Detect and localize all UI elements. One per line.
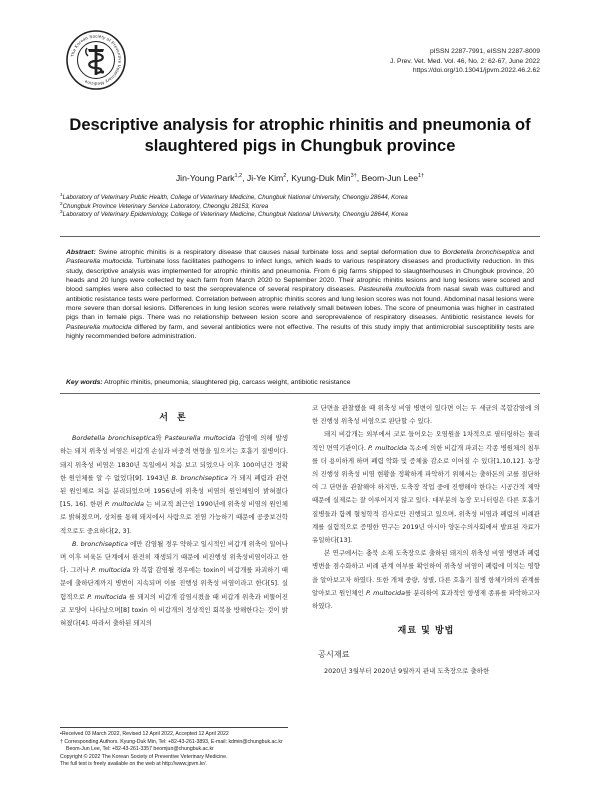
- body-paragraph: 돼지 비갑개는 외부에서 코로 들어오는 오염원을 1차적으로 필터링하는 물리적인 면역기관이다. P. multocida 독소에 의한 비갑개 파괴는 각종 병원체의 침투를 더 용이하게 하며 폐렴 악화 및 증체율 감소로 이어질 수 있다[1,10,12]. 농장의 진행성 위축성 비염 현황을 정확하게 파악하기 위해서는 출하돈의 코를 절단하여 그 단면을 관찰해야 하지만, 도축장 작업 중에 진행해야 한다는 시공간적 제약 때문에 실제로는 잘 이루어지지 않고 있다. 대부분의 농장 모니터링은 다른 호흡기 질병들과 함께 혈청학적 검사로만 진행되고 있으며, 위축성 비염과 폐렴의 비례관계를 실험적으로 증명한 연구는 2019년 아시아 양돈수의사회에서 발표된 자료가 유일하다[13].: [312, 430, 540, 545]
- body-column-left: [60, 402, 288, 630]
- issn: pISSN 2287-7991, eISSN 2287-8009: [429, 48, 540, 55]
- body-paragraph: 2020년 3월부터 2020년 9월까지 관내 도축장으로 출하한: [324, 666, 490, 675]
- keywords-label: Key words:: [66, 379, 103, 386]
- footnote-received: •Received 03 March 2022, Revised 12 April 2022, Accepted 12 April 2022: [60, 731, 229, 737]
- abstract: Abstract: Swine atrophic rhinitis is a respiratory disease that causes nasal turbinate loss and septal deformation due to Bordetella bronchiseptica and Pasteurella multocida. Turbinate loss facilitates pathogens to infect lungs, which leads to various respiratory diseases and productivity reduction. In this study, descriptive analysis was implemented for atrophic rhinitis and pneumonia. From 6 pig farms shipped to slaughterhouses in Chungbuk province, 20 heads and 20 lungs were collected by each farm from March 2020 to September 2020. Their atrophic rhinitis lesions and lung lesions were scored and blood samples were also collected to test the seroprevalence of several respiratory diseases. Pasteurella multocida from nasal swab was cultured and antibiotic resistance tests were performed. Correlation between atrophic rhinitis scores and lung lesion scores was not found. Abdominal nasal lesions were more severe than dorsal lesions. Differences in lung lesion scores were relatively small between lobes. The score of pneumonia was higher in castrated pigs than in female pigs. There was no relationship between lesion score and seroprevalence of respiratory diseases. Antibiotic resistance levels for Pasteurella multocida differed by farm, and several antibiotics were not effective. The results of this study imply that antimicrobial susceptibility tests are highly recommended before administration.: [66, 249, 535, 341]
- section-heading-introduction: 서 론: [159, 413, 189, 423]
- divider: [60, 393, 540, 394]
- paper-title: Descriptive analysis for atrophic rhinitis and pneumonia of slaughtered pigs in Chungbuk province: [69, 116, 531, 155]
- society-logo: [66, 30, 126, 90]
- footnote-fulltext: The full text is freely available on the web at http://www.jpvm.kr/.: [60, 761, 208, 768]
- species-name: Pasteurella multocida: [358, 286, 425, 294]
- body-paragraph: Bordetella bronchiseptica와 Pasteurella multocida 감염에 의해 발생하는 돼지 위축성 비염은 비갑개 손실과 비중격 변형을 일으키는 호흡기 질병이다. 돼지 위축성 비염은 1830년 독일에서 처음 보고 되었으나 이후 100여년간 정확한 원인체를 알 수 없었다[9]. 1943년 B. bronchiseptica 가 돼지 폐렴과 관련된 원인체로 처음 분리되었으며 1956년에 위축성 비염의 원인체임이 밝혀졌다[15, 16]. 한편 P. multocida 는 비교적 최근인 1990년에 위축성 비염의 원인체로 밝혀졌으며, 상처를 통해 돼지에서 사람으로 전염 가능하기 때문에 공중보건학적으로도 중요하다[2, 3].: [60, 434, 289, 535]
- author-list: Jin-Young Park$^{1,2}$, Ji-Ye Kim$^2$, Kyung-Duk Min$^{3\dagger}$, Beom-Jun Lee$^{1\dagger}$: [175, 173, 425, 183]
- journal-meta: [310, 47, 540, 76]
- footnotes: [60, 731, 296, 769]
- journal-citation: J. Prev. Vet. Med. Vol. 46, No. 2: 62-67, June 2022: [389, 57, 540, 65]
- body-paragraph: 본 연구에서는 충북 소재 도축장으로 출하된 돼지의 위축성 비염 병변과 폐렴 병변을 점수화하고 비례 관계 여부를 확인하여 위축성 비염이 폐렴에 미치는 영향을 알아보고자 하였다. 또한 개체 중량, 성별, 다른 호흡기 질병 항체가와의 관계를 알아보고 원인체인 P. multocida를 분리하여 효과적인 항생제 종류를 파악하고자 하였다.: [312, 549, 540, 611]
- author-name: Ji-Ye Kim: [246, 173, 284, 183]
- abstract-label: Abstract:: [66, 249, 96, 256]
- author-affiliation-mark: 3†: [350, 173, 357, 180]
- affiliation: $^2$Chungbuk Province Veterinary Service Laboratory, Cheongju 28153, Korea: [60, 200, 269, 210]
- species-name: Pasteurella multocida: [66, 258, 132, 266]
- species-name: Bordetella bronchiseptica: [442, 249, 520, 256]
- author-name: Kyung-Duk Min: [291, 173, 351, 183]
- footnote-copyright: Copyright © 2022 The Korean Society of Preventive Veterinary Medicine.: [60, 753, 228, 760]
- footnote-divider: [60, 727, 288, 728]
- author-name: Beom-Jun Lee: [361, 173, 419, 183]
- footnote-corresponding: † Corresponding Authors. Kyung-Duk Min, Tel: +82-43-261-3893, E-mail: kdmin@chungbuk.ac.kr: [60, 738, 283, 745]
- author-affiliation-mark: 1,2: [234, 173, 243, 180]
- section-heading-methods: 재료 및 방법: [397, 626, 455, 637]
- svg-text:The Korean Society of Preventi: The Korean Society of Preventive Veterinary Medicine: [69, 33, 123, 87]
- body-column-right: [312, 402, 540, 678]
- body-paragraph: B. bronchiseptica 에만 감염될 경우 약하고 일시적인 비갑개 위축이 일어나며 이후 비육돈 단계에서 완전히 재생되기 때문에 비진행성 위축성비염이라고 한다. 그러나 P. multocida 와 복합 감염될 경우에는 toxin이 비갑개를 파괴하기 때문에 출하단계까지 병변이 지속되며 이를 진행성 위축성 비염이라고 한다[5]. 실험적으로 P. multocida 를 돼지의 비갑개 감염시켰을 때 비갑개 위축과 비뚤어진 코 모양이 나타났으며[8] toxin 이 비갑개의 정상적인 회복을 방해한다는 것이 밝혀졌다[4]. 따라서 출하된 돼지의: [60, 539, 289, 628]
- affiliation: $^1$Laboratory of Veterinary Public Health, College of Veterinary Medicine, Chungbuk National University, Cheongju 28644, Korea: [60, 191, 408, 201]
- doi-link[interactable]: https://doi.org/10.13041/jpvm.2022.46.2.62: [412, 67, 540, 74]
- footnote-corresponding: Beom-Jun Lee, Tel: +82-43-261-3357 beomjun@chungbuk.ac.kr: [66, 746, 214, 753]
- affiliations: [60, 191, 540, 220]
- keywords: Key words: Atrophic rhinitis, pneumonia, slaughtered pig, carcass weight, antibiotic resistance: [66, 379, 351, 386]
- subsection-heading: 공시재료: [318, 649, 350, 660]
- species-name: Pasteurella multocida: [66, 323, 132, 331]
- author-name: Jin-Young Park: [175, 173, 235, 183]
- affiliation: $^3$Laboratory of Veterinary Epidemiology, College of Veterinary Medicine, Chungbuk National University, Cheongju 28644, Korea: [60, 209, 408, 219]
- author-affiliation-mark: 1†: [418, 173, 425, 180]
- author-affiliation-mark: 2: [283, 173, 287, 180]
- body-paragraph: 코 단면을 관찰했을 때 위축성 비염 병변이 있다면 이는 두 세균의 복합감염에 의한 진행성 위축성 비염으로 판단할 수 있다.: [312, 404, 540, 426]
- divider: [60, 236, 540, 237]
